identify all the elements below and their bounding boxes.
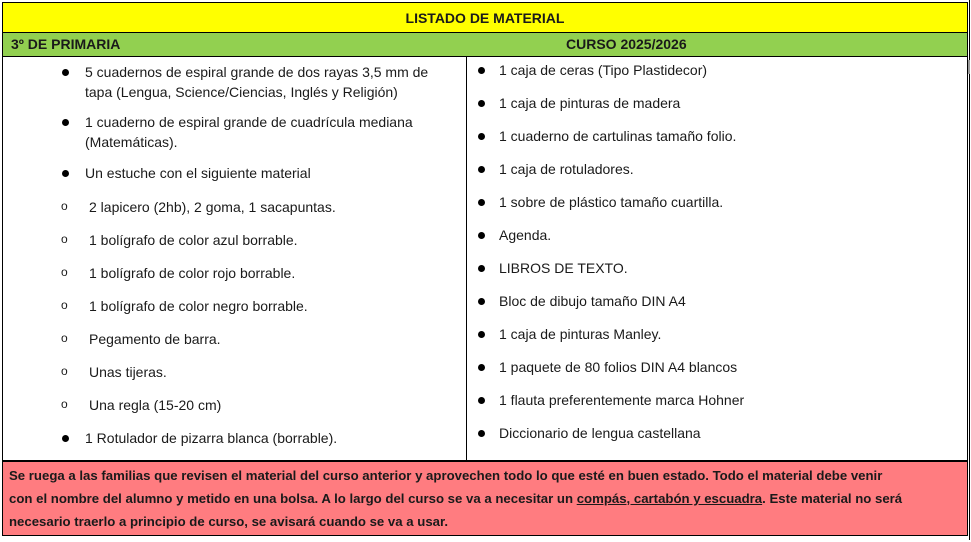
note-line-1: Se ruega a las familias que revisen el material del curso anterior y aprovechen todo lo que esté en buen estado. Todo el material debe venir [9, 468, 883, 483]
note-line-3: necesario traerlo a principio de curso, se avisará cuando se va a usar. [9, 514, 449, 529]
right-list-item: 1 caja de pinturas de madera [499, 95, 681, 111]
left-list-item [85, 62, 455, 102]
left-list-item [89, 329, 459, 349]
left-list-item [89, 263, 459, 283]
right-list-item: LIBROS DE TEXTO. [499, 260, 628, 276]
bullet-disc-icon [478, 265, 485, 272]
bullet-disc-icon [62, 119, 69, 126]
right-list-item: 1 caja de ceras (Tipo Plastidecor) [499, 62, 708, 78]
left-list-item-line: tapa (Lengua, Science/Ciencias, Inglés y Religión) [85, 84, 398, 100]
grade-label: 3º DE PRIMARIA [11, 36, 121, 52]
bullet-disc-icon [478, 199, 485, 206]
bullet-disc-icon [478, 232, 485, 239]
right-list-item: Diccionario de lengua castellana [499, 425, 701, 441]
bullet-circle-icon: o [61, 298, 68, 312]
right-list-item: Bloc de dibujo tamaño DIN A4 [499, 293, 686, 309]
left-list-item-line: 2 lapicero (2hb), 2 goma, 1 sacapuntas. [89, 199, 336, 215]
bullet-disc-icon [478, 166, 485, 173]
bullet-disc-icon [62, 435, 69, 442]
left-list-item [85, 112, 455, 152]
left-list-item-line: Una regla (15-20 cm) [89, 397, 222, 413]
left-list-item-line: 5 cuadernos de espiral grande de dos rayas 3,5 mm de [85, 64, 429, 80]
bullet-disc-icon [478, 331, 485, 338]
bullet-circle-icon: o [61, 397, 68, 411]
bullet-disc-icon [62, 170, 69, 177]
left-list-item-line: Pegamento de barra. [89, 331, 221, 347]
left-list-item [89, 296, 459, 316]
left-list-item-line: 1 bolígrafo de color rojo borrable. [89, 265, 296, 281]
left-list-item [85, 428, 455, 448]
note-tools-underlined: compás, cartabón y escuadra [576, 491, 763, 506]
page-edge-mark [968, 60, 970, 74]
column-divider [466, 57, 467, 460]
left-list-item-line: 1 cuaderno de espiral grande de cuadrícula mediana [85, 114, 413, 130]
document-title: LISTADO DE MATERIAL [2, 2, 968, 33]
left-list-item-line: (Matemáticas). [85, 134, 178, 150]
bullet-circle-icon: o [61, 364, 68, 378]
bullet-circle-icon: o [61, 199, 68, 213]
left-list-item [89, 362, 459, 382]
left-list-item-line: 1 bolígrafo de color negro borrable. [89, 298, 308, 314]
bullet-disc-icon [62, 69, 69, 76]
families-note [2, 461, 968, 536]
right-list-item: 1 flauta preferentemente marca Hohner [499, 392, 745, 408]
bullet-disc-icon [478, 67, 485, 74]
bullet-disc-icon [478, 430, 485, 437]
bullet-disc-icon [478, 133, 485, 140]
right-list-item: 1 sobre de plástico tamaño cuartilla. [499, 194, 724, 210]
materials-table [2, 57, 968, 461]
left-list-item [89, 230, 459, 250]
bullet-circle-icon: o [61, 232, 68, 246]
note-line-2-end: . Este material no será [762, 491, 903, 506]
left-list-item-line: Unas tijeras. [89, 364, 167, 380]
note-line-2-start: con el nombre del alumno y metido en una bolsa. A lo largo del curso se va a necesitar un [9, 491, 577, 506]
left-list-item [89, 197, 459, 217]
bullet-disc-icon [478, 100, 485, 107]
right-list-item: 1 paquete de 80 folios DIN A4 blancos [499, 359, 738, 375]
right-list-item: Agenda. [499, 227, 552, 243]
left-list-item-line: 1 bolígrafo de color azul borrable. [89, 232, 298, 248]
header-row [2, 33, 968, 57]
left-list-item [85, 163, 455, 183]
right-list-item: 1 caja de pinturas Manley. [499, 326, 662, 342]
bullet-disc-icon [478, 397, 485, 404]
bullet-circle-icon: o [61, 331, 68, 345]
bullet-disc-icon [478, 298, 485, 305]
left-list-item [89, 395, 459, 415]
bullet-disc-icon [478, 364, 485, 371]
right-list-item: 1 cuaderno de cartulinas tamaño folio. [499, 128, 737, 144]
bullet-circle-icon: o [61, 265, 68, 279]
left-list-item-line: Un estuche con el siguiente material [85, 165, 311, 181]
course-label: CURSO 2025/2026 [566, 36, 687, 52]
right-list-item: 1 caja de rotuladores. [499, 161, 634, 177]
left-list-item-line: 1 Rotulador de pizarra blanca (borrable). [85, 430, 338, 446]
note-line-2 [9, 487, 961, 510]
